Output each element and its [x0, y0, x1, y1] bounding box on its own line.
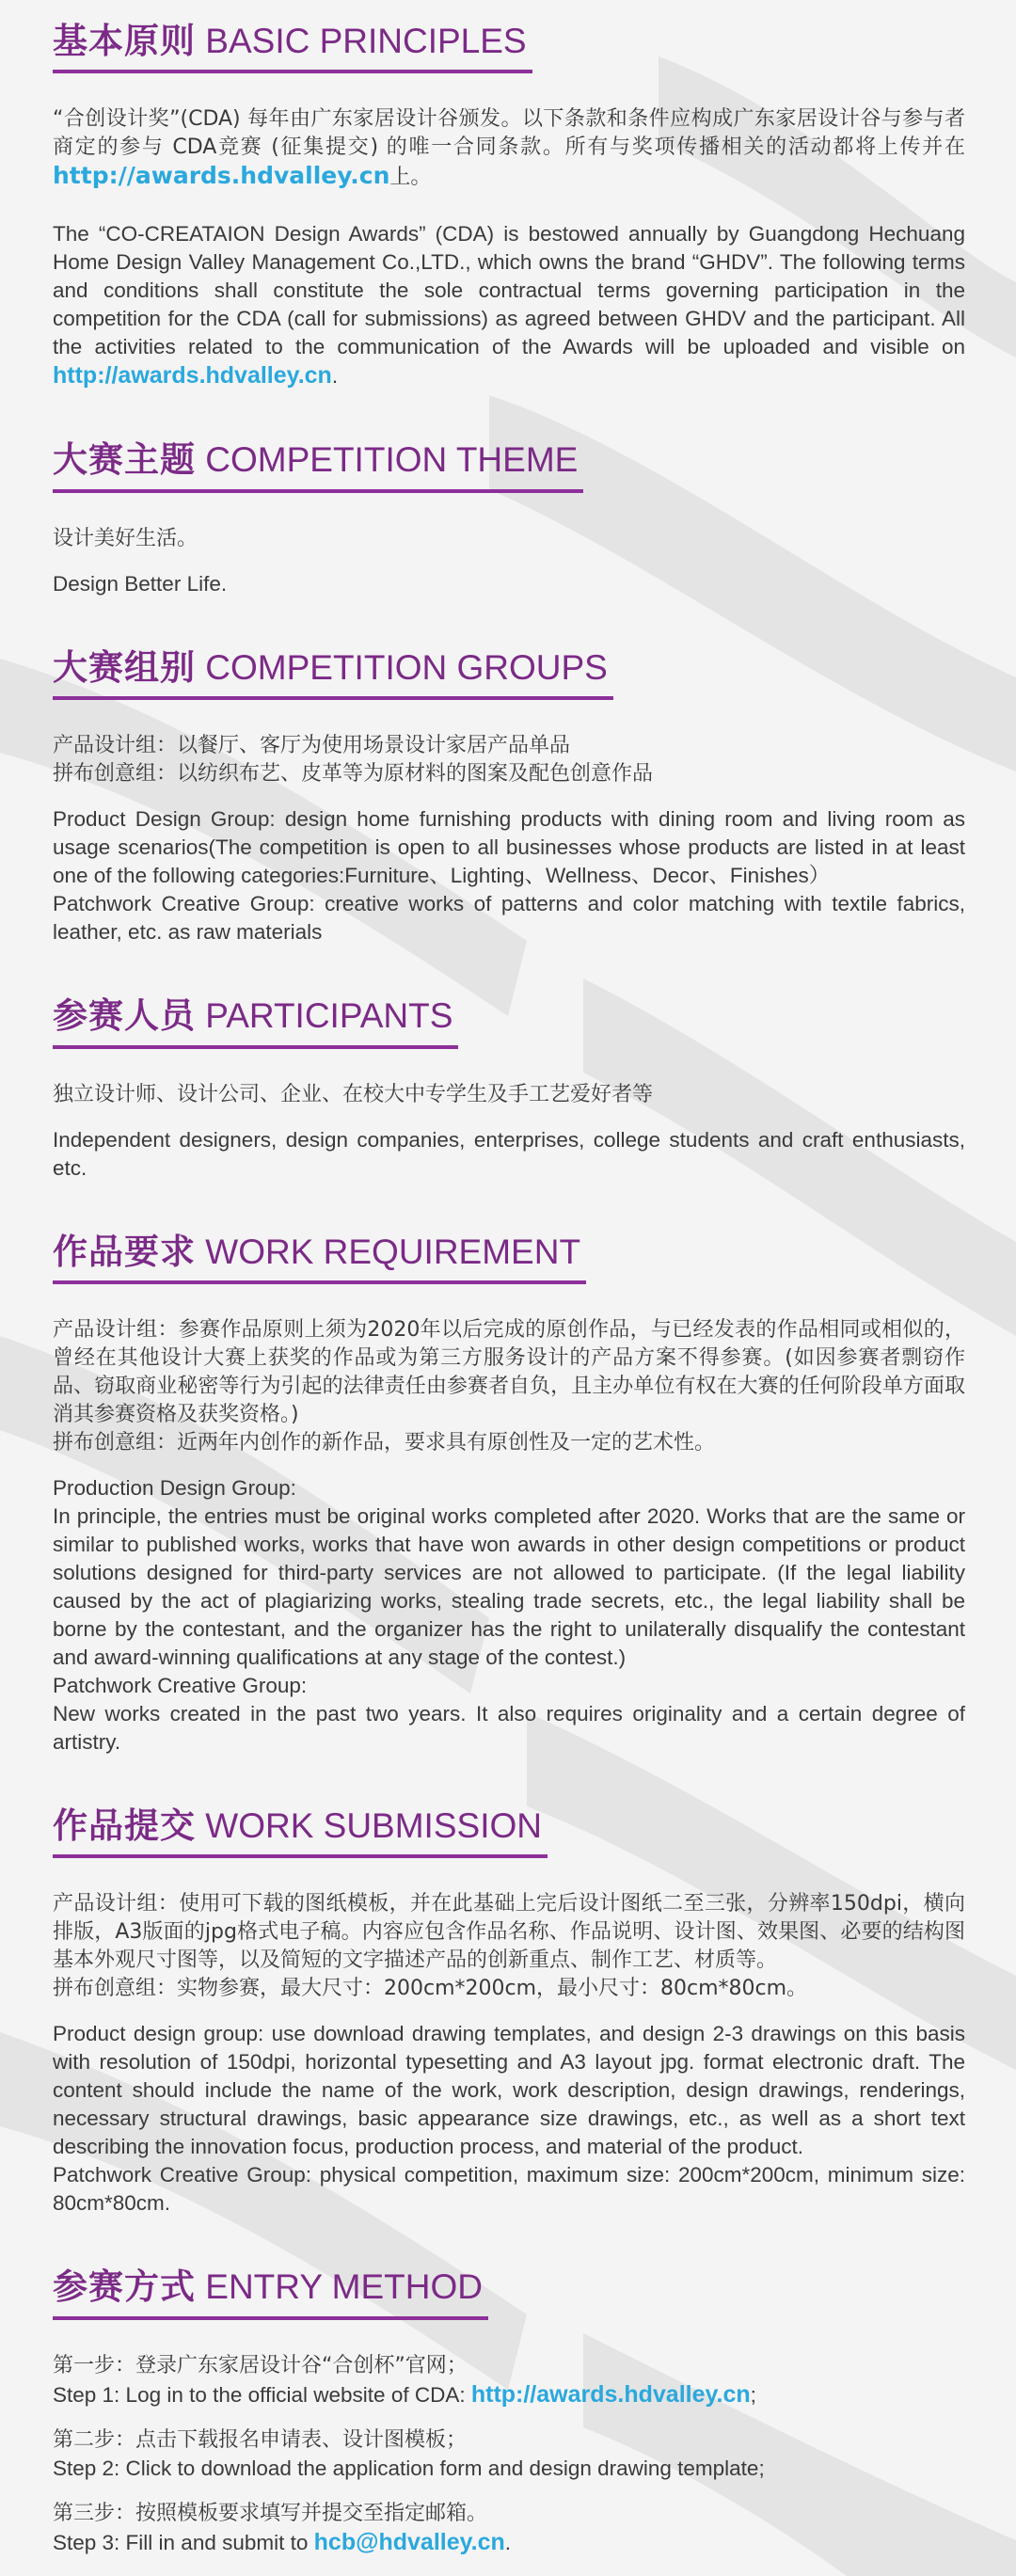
- submission-cn-line: 产品设计组：使用可下载的图纸模板，并在此基础上完后设计图纸二至三张，分辨率150dpi，横向排版，A3版面的jpg格式电子稿。内容应包含作品名称、作品说明、设计图、效果图、必要的结构图基本外观尺寸图等，以及简短的文字描述产品的创新重点、制作工艺、材质等。: [53, 1892, 965, 1973]
- email-link[interactable]: hcb@hdvalley.cn: [313, 2528, 505, 2555]
- section-basic-principles: [53, 21, 965, 390]
- title-cn: 作品提交: [53, 1805, 196, 1846]
- title-cn: 参赛人员: [53, 995, 196, 1037]
- requirement-cn-line: 拼布创意组：近两年内创作的新作品，要求具有原创性及一定的艺术性。: [53, 1430, 716, 1455]
- submission-en-line: Patchwork Creative Group: physical competition, maximum size: 200cm*200cm, minimum size: 80cm*80cm.: [53, 2163, 965, 2216]
- section-title-work-submission: [53, 1805, 542, 1852]
- step3-en-tail: .: [504, 2530, 512, 2554]
- groups-en: [53, 805, 965, 946]
- title-en: WORK REQUIREMENT: [205, 1232, 581, 1271]
- title-en: PARTICIPANTS: [205, 996, 453, 1036]
- basic-principles-cn-text: “合创设计奖”(CDA) 每年由广东家居设计谷颁发。以下条款和条件应构成广东家居设计谷与参与者商定的参与 CDA竞赛 (征集提交) 的唯一合同条款。所有与奖项传播相关的活动都将上传并在: [53, 107, 965, 160]
- awards-link[interactable]: http://awards.hdvalley.cn: [470, 2380, 751, 2408]
- theme-cn: 设计美好生活。: [53, 526, 198, 550]
- basic-principles-cn-tail: 上。: [389, 166, 432, 190]
- groups-en-line: Patchwork Creative Group: creative works of patterns and color matching with textile fabrics, leather, etc. as raw materials: [53, 892, 965, 945]
- section-title-work-requirement: [53, 1232, 580, 1279]
- title-cn: 大赛组别: [53, 646, 196, 688]
- submission-en-line: Product design group: use download drawing templates, and design 2-3 drawings on this basis with resolution of 150dpi, horizontal typesetting and A3 layout jpg. format electronic draft. The content should include the name of the work, work description, design drawings, renderings, necessary structural drawings, basic appearance size drawings, etc., as well as a short text describing the innovation focus, production process, and material of the product.: [53, 2022, 965, 2159]
- groups-cn-line: 产品设计组：以餐厅、客厅为使用场景设计家居产品单品: [53, 734, 571, 758]
- basic-principles-en-tail: .: [331, 364, 339, 389]
- title-en: WORK SUBMISSION: [205, 1805, 542, 1845]
- title-cn: 大赛主题: [53, 439, 196, 481]
- awards-link[interactable]: http://awards.hdvalley.cn: [53, 362, 332, 390]
- title-cn: 基本原则: [53, 21, 196, 61]
- section-title-entry-method: [53, 2266, 483, 2314]
- title-en: BASIC PRINCIPLES: [205, 22, 527, 60]
- requirement-en-heading: Production Design Group:: [53, 1475, 296, 1500]
- title-cn: 参赛方式: [53, 2266, 196, 2308]
- basic-principles-en-text: The “CO-CREATAION Design Awards” (CDA) is bestowed annually by Guangdong Hechuang Home Design Valley Management Co.,LTD., which owns the brand “GHDV”. The following terms and conditions shall constitute the sole contractual terms governing participation in the competition for the CDA (call for submissions) as agreed between GHDV and the participant. All the activities related to the communication of the Awards will be uploaded and visible on: [53, 222, 965, 359]
- section-entry-method: [53, 2266, 965, 2556]
- awards-link[interactable]: http://awards.hdvalley.cn: [53, 162, 390, 190]
- step2-en: Step 2: Click to download the application form and design drawing template;: [53, 2456, 765, 2480]
- entry-step-3: [53, 2500, 965, 2557]
- participants-cn: 独立设计师、设计公司、企业、在校大中专学生及手工艺爱好者等: [53, 1082, 654, 1106]
- section-competition-theme: [53, 439, 965, 597]
- groups-cn: [53, 732, 965, 788]
- section-work-submission: [53, 1805, 965, 2218]
- requirement-cn: [53, 1316, 965, 1457]
- section-title-participants: [53, 995, 452, 1042]
- section-work-requirement: [53, 1232, 965, 1757]
- step1-en-tail: ;: [750, 2382, 756, 2407]
- entry-step-2: [53, 2426, 965, 2483]
- requirement-en-line: New works created in the past two years. It also requires originality and a certain degree of artistry.: [53, 1701, 965, 1754]
- title-en: COMPETITION THEME: [205, 440, 579, 480]
- participants-en: Independent designers, design companies, enterprises, college students and craft enthusiasts, etc.: [53, 1127, 965, 1180]
- step1-cn: 第一步：登录广东家居设计谷“合创杯”官网；: [53, 2353, 468, 2377]
- section-title-basic-principles: [53, 21, 527, 68]
- groups-cn-line: 拼布创意组：以纺织布艺、皮革等为原材料的图案及配色创意作品: [53, 762, 654, 787]
- requirement-en-line: In principle, the entries must be original works completed after 2020. Works that are the same or similar to published works, works that have won awards in other design competitions or product solutions designed for third-party services are not allowed to participate. (If the legal liability caused by the act of plagiarizing works, stealing trade secrets, etc., the legal liability shall be borne by the contestant, and the organizer has the right to unilaterally disqualify the contestant and award-winning qualifications at any stage of the contest.): [53, 1503, 965, 1669]
- submission-cn-line: 拼布创意组：实物参赛，最大尺寸：200cm*200cm，最小尺寸：80cm*80cm。: [53, 1977, 808, 2001]
- step3-en-text: Step 3: Fill in and submit to: [53, 2530, 314, 2554]
- step3-en: [53, 2528, 965, 2557]
- theme-en: Design Better Life.: [53, 571, 228, 596]
- requirement-cn-line: 产品设计组：参赛作品原则上须为2020年以后完成的原创作品，与已经发表的作品相同或相似的，曾经在其他设计大赛上获奖的作品或为第三方服务设计的产品方案不得参赛。(如因参赛者剽窃作品、窃取商业秘密等行为引起的法律责任由参赛者自负，且主办单位有权在大赛的任何阶段单方面取消其参赛资格及获奖资格。): [53, 1317, 965, 1426]
- section-title-competition-groups: [53, 647, 608, 694]
- entry-step-1: [53, 2352, 965, 2409]
- section-participants: [53, 995, 965, 1182]
- groups-en-line: Product Design Group: design home furnishing products with dining room and living room as usage scenarios(The competition is open to all businesses whose products are listed in at least one of the following categories:Furniture、Lighting、Wellness、Decor、Finishes）: [53, 807, 965, 888]
- step1-en-text: Step 1: Log in to the official website of CDA:: [53, 2382, 471, 2407]
- submission-en: [53, 2020, 965, 2218]
- requirement-en-heading: Patchwork Creative Group:: [53, 1673, 308, 1697]
- title-en: COMPETITION GROUPS: [205, 647, 608, 687]
- section-title-competition-theme: [53, 439, 578, 486]
- step3-cn: 第三步：按照模板要求填写并提交至指定邮箱。: [53, 2501, 488, 2525]
- basic-principles-en: [53, 220, 965, 390]
- title-cn: 作品要求: [53, 1231, 196, 1272]
- section-competition-groups: [53, 647, 965, 946]
- requirement-en: [53, 1474, 965, 1757]
- basic-principles-cn: [53, 105, 965, 192]
- submission-cn: [53, 1890, 965, 2003]
- title-en: ENTRY METHOD: [205, 2267, 483, 2307]
- step2-cn: 第二步：点击下载报名申请表、设计图模板；: [53, 2427, 468, 2452]
- step1-en: [53, 2380, 965, 2409]
